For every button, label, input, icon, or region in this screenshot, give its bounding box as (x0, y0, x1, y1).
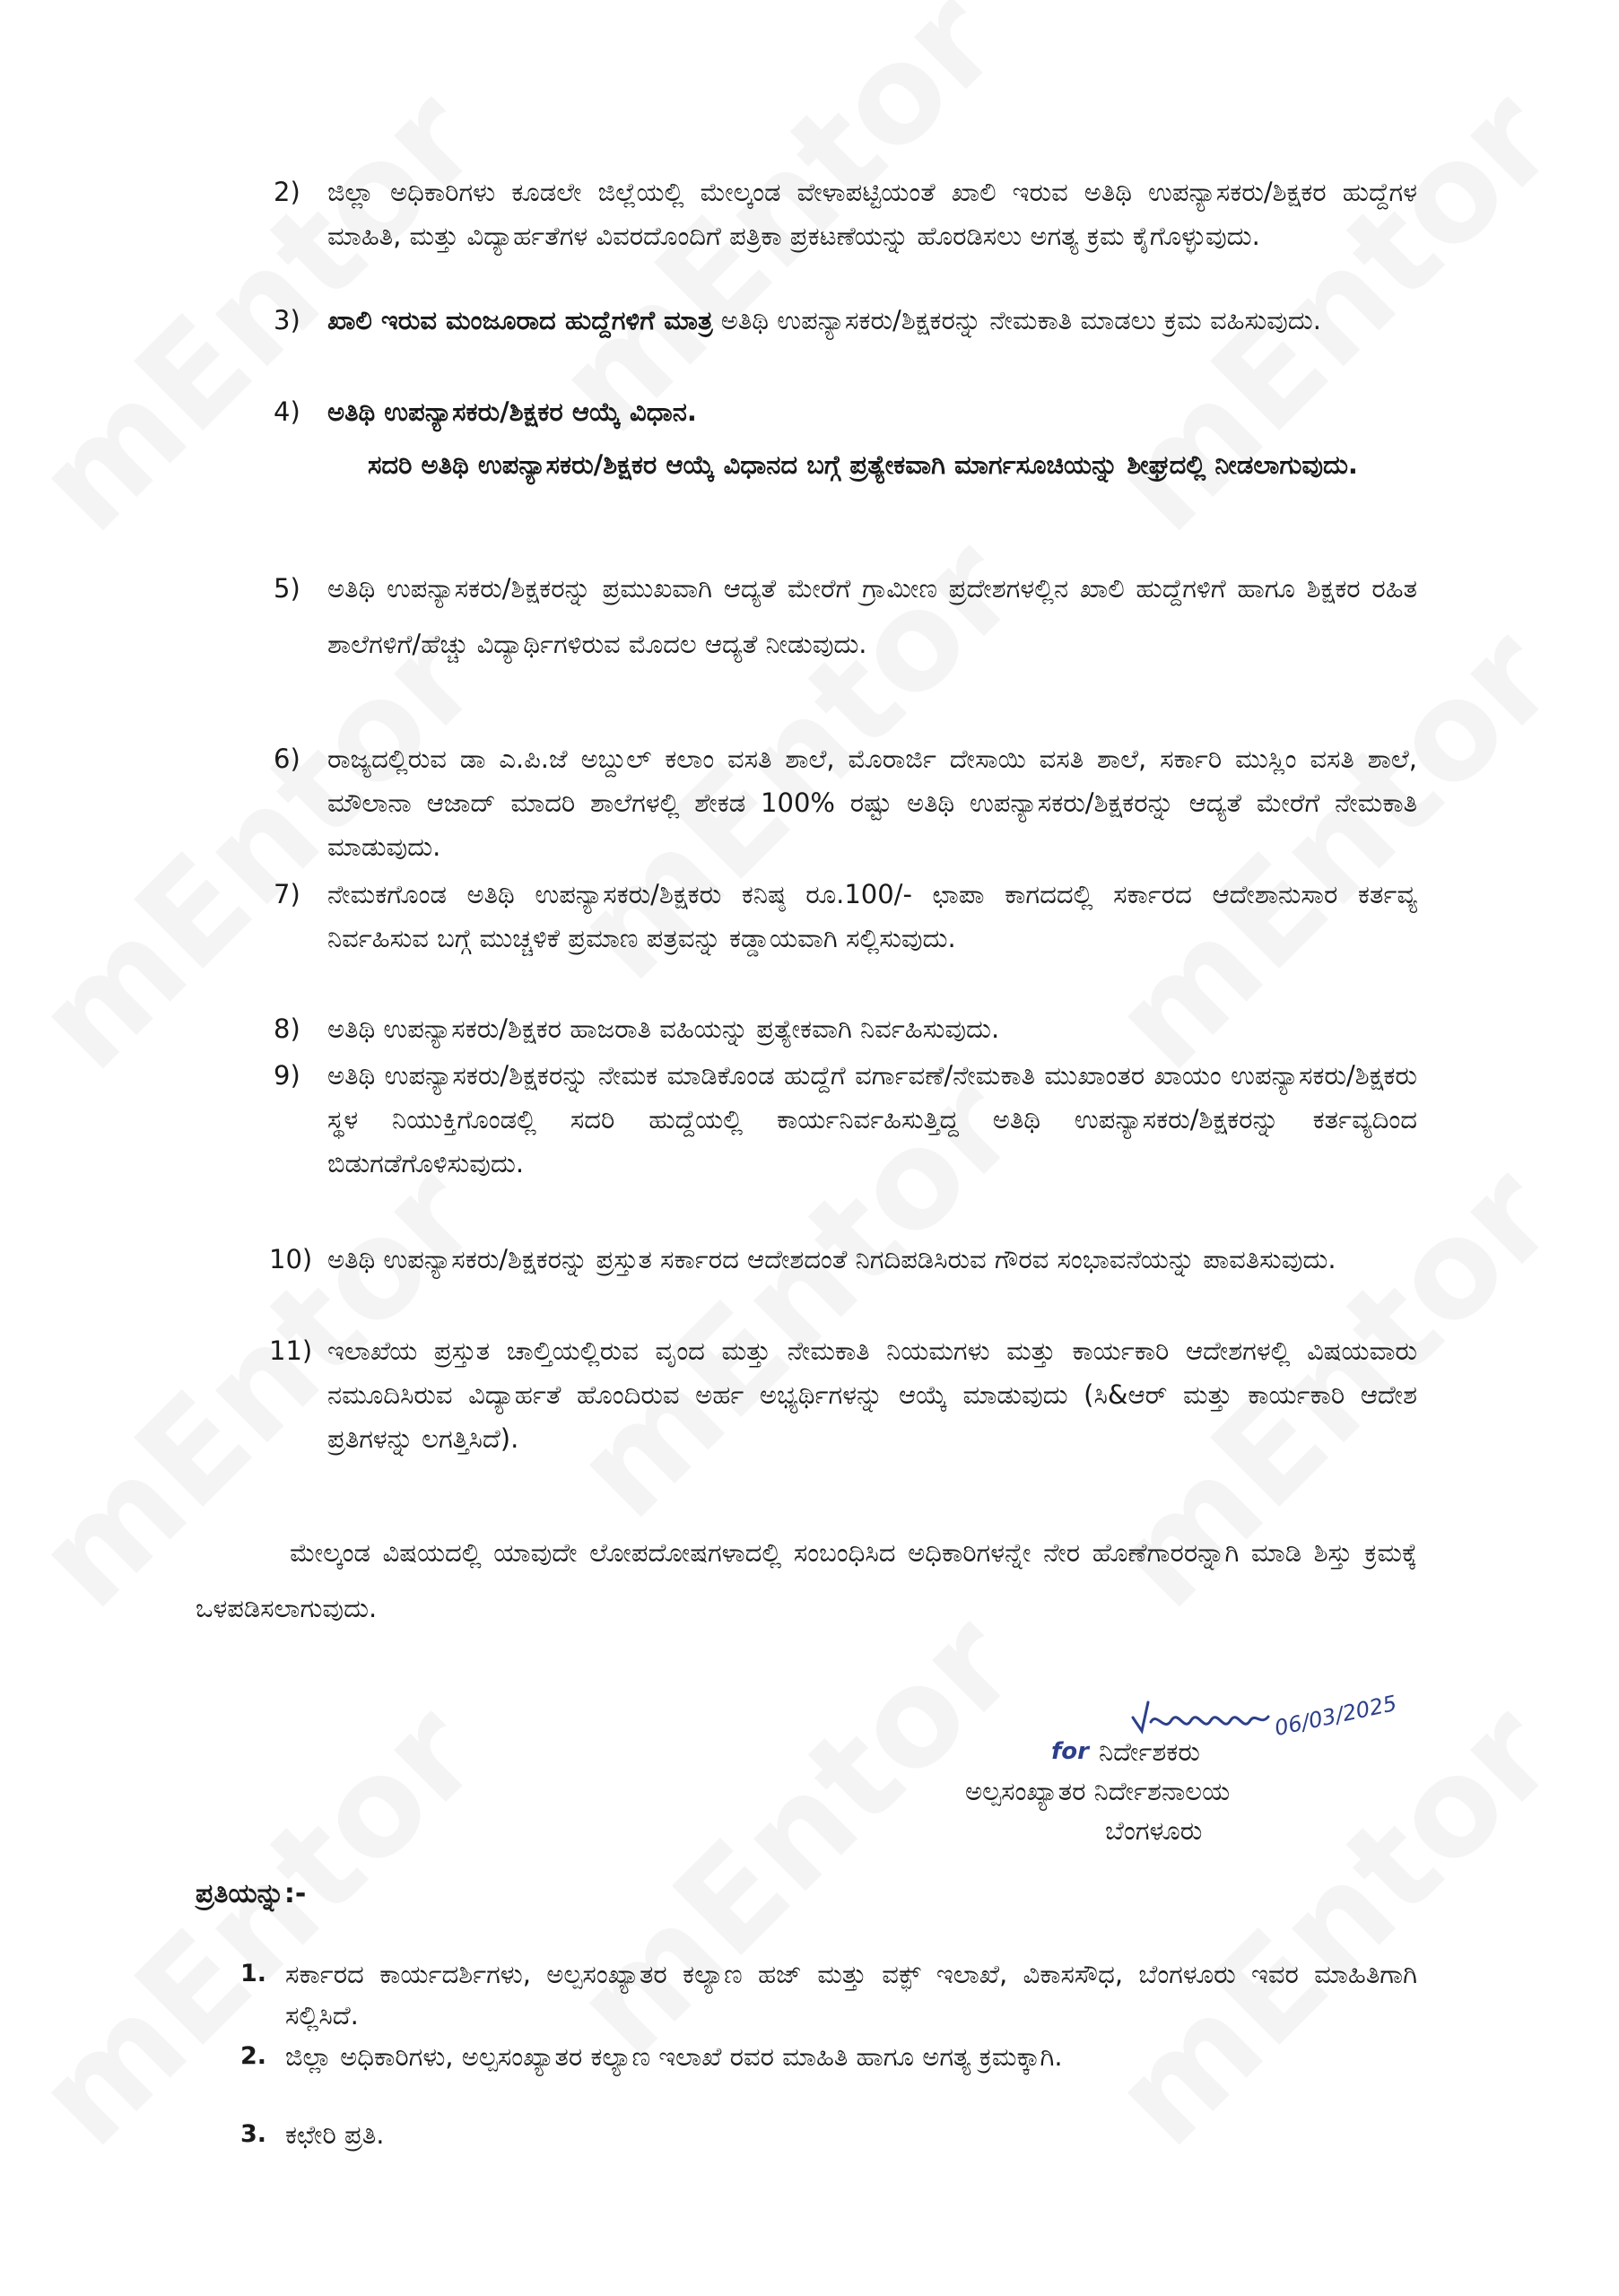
signatory-designation: ನಿರ್ದೇಶಕರು (1099, 1736, 1200, 1767)
item-heading: ಅತಿಥಿ ಉಪನ್ಯಾಸಕರು/ಶಿಕ್ಷಕರ ಆಯ್ಕೆ ವಿಧಾನ. (327, 396, 697, 427)
item-number: 7) (274, 879, 300, 909)
item-text: ಅತಿಥಿ ಉಪನ್ಯಾಸಕರು/ಶಿಕ್ಷಕರನ್ನು ಪ್ರಮುಖವಾಗಿ ಆದ್ಯತೆ ಮೇರೆಗೆ ಗ್ರಾಮೀಣ ಪ್ರದೇಶಗಳಲ್ಲಿನ ಖಾಲಿ ಹುದ್ದೆಗಳಿಗೆ ಹಾಗೂ ಶಿಕ್ಷಕರ ರಹಿತ ಶಾಲೆಗಳಿಗೆ/ಹೆಚ್ಚು ವಿದ್ಯಾರ್ಥಿಗಳಿರುವ ಮೊದಲ ಆದ್ಯತೆ ನೀಡುವುದು. (327, 573, 1417, 659)
signature-for-label: for (1051, 1738, 1089, 1765)
item-number: 9) (274, 1060, 300, 1091)
item-bold-text: ಖಾಲಿ ಇರುವ ಮಂಜೂರಾದ ಹುದ್ದೆಗಳಿಗೆ ಮಾತ್ರ (327, 305, 713, 335)
item-number: 10) (269, 1244, 313, 1274)
item-text: ಇಲಾಖೆಯ ಪ್ರಸ್ತುತ ಚಾಲ್ತಿಯಲ್ಲಿರುವ ವೃಂದ ಮತ್ತು ನೇಮಕಾತಿ ನಿಯಮಗಳು ಮತ್ತು ಕಾರ್ಯಕಾರಿ ಆದೇಶಗಳಲ್ಲಿ ವಿಷಯವಾರು ನಮೂದಿಸಿರುವ ವಿದ್ಯಾರ್ಹತೆ ಹೊಂದಿರುವ ಅರ್ಹ ಅಭ್ಯರ್ಥಿಗಳನ್ನು ಆಯ್ಕೆ ಮಾಡುವುದು (ಸಿ&ಆರ್ ಮತ್ತು ಕಾರ್ಯಕಾರಿ ಆದೇಶ ಪ್ರತಿಗಳನ್ನು ಲಗತ್ತಿಸಿದೆ). (327, 1335, 1417, 1454)
item-text: ಅತಿಥಿ ಉಪನ್ಯಾಸಕರು/ಶಿಕ್ಷಕರನ್ನು ನೇಮಕ ಮಾಡಿಕೊಂಡ ಹುದ್ದೆಗೆ ವರ್ಗಾವಣೆ/ನೇಮಕಾತಿ ಮುಖಾಂತರ ಖಾಯಂ ಉಪನ್ಯಾಸಕರು/ಶಿಕ್ಷಕರು ಸ್ಥಳ ನಿಯುಕ್ತಿಗೊಂಡಲ್ಲಿ ಸದರಿ ಹುದ್ದೆಯಲ್ಲಿ ಕಾರ್ಯನಿರ್ವಹಿಸುತ್ತಿದ್ದ ಅತಿಥಿ ಉಪನ್ಯಾಸಕರು/ಶಿಕ್ಷಕರನ್ನು ಕರ್ತವ್ಯದಿಂದ ಬಿಡುಗಡೆಗೊಳಿಸುವುದು. (327, 1060, 1417, 1178)
item-text: ಜಿಲ್ಲಾ ಅಧಿಕಾರಿಗಳು ಕೂಡಲೇ ಜಿಲ್ಲೆಯಲ್ಲಿ ಮೇಲ್ಕಂಡ ವೇಳಾಪಟ್ಟಿಯಂತೆ ಖಾಲಿ ಇರುವ ಅತಿಥಿ ಉಪನ್ಯಾಸಕರು/ಶಿಕ್ಷಕರ ಹುದ್ದೆಗಳ ಮಾಹಿತಿ, ಮತ್ತು ವಿದ್ಯಾರ್ಹತೆಗಳ ವಿವರದೊಂದಿಗೆ ಪತ್ರಿಕಾ ಪ್ರಕಟಣೆಯನ್ನು ಹೊರಡಿಸಲು ಅಗತ್ಯ ಕ್ರಮ ಕೈಗೊಳ್ಳುವುದು. (327, 177, 1417, 251)
signatory-office: ಅಲ್ಪಸಂಖ್ಯಾತರ ನಿರ್ದೇಶನಾಲಯ (965, 1776, 1231, 1806)
copies-heading: ಪ್ರತಿಯನ್ನು:- (196, 1878, 307, 1909)
item-number: 6) (274, 744, 300, 774)
item-text: ಅತಿಥಿ ಉಪನ್ಯಾಸಕರು/ಶಿಕ್ಷಕರ ಹಾಜರಾತಿ ವಹಿಯನ್ನು ಪ್ರತ್ಯೇಕವಾಗಿ ನಿರ್ವಹಿಸುವುದು. (327, 1013, 1000, 1044)
item-number: 8) (274, 1013, 300, 1044)
item-number: 3) (274, 305, 300, 335)
item-text: ಅತಿಥಿ ಉಪನ್ಯಾಸಕರು/ಶಿಕ್ಷಕರನ್ನು ಪ್ರಸ್ತುತ ಸರ್ಕಾರದ ಆದೇಶದಂತೆ ನಿಗದಿಪಡಿಸಿರುವ ಗೌರವ ಸಂಭಾವನೆಯನ್ನು ಪಾವತಿಸುವುದು. (327, 1244, 1336, 1274)
copy-number: 2. (240, 2042, 267, 2070)
item-rest-text: ಅತಿಥಿ ಉಪನ್ಯಾಸಕರು/ಶಿಕ್ಷಕರನ್ನು ನೇಮಕಾತಿ ಮಾಡಲು ಕ್ರಮ ವಹಿಸುವುದು. (712, 305, 1321, 335)
item-subtext: ಸದರಿ ಅತಿಥಿ ಉಪನ್ಯಾಸಕರು/ಶಿಕ್ಷಕರ ಆಯ್ಕೆ ವಿಧಾನದ ಬಗ್ಗೆ ಪ್ರತ್ಯೇಕವಾಗಿ ಮಾರ್ಗಸೂಚಿಯನ್ನು ಶೀಘ್ರದಲ್ಲಿ ನೀಡಲಾಗುವುದು. (368, 449, 1358, 480)
copy-text: ಜಿಲ್ಲಾ ಅಧಿಕಾರಿಗಳು, ಅಲ್ಪಸಂಖ್ಯಾತರ ಕಲ್ಯಾಣ ಇಲಾಖೆ ರವರ ಮಾಹಿತಿ ಹಾಗೂ ಅಗತ್ಯ ಕ್ರಮಕ್ಕಾಗಿ. (285, 2041, 1063, 2072)
item-text (327, 299, 1417, 343)
item-number: 4) (274, 396, 300, 427)
signature-date: 06/03/2025 (1272, 1690, 1399, 1742)
copy-number: 1. (240, 1960, 267, 1987)
item-number: 5) (274, 573, 300, 604)
copy-number: 3. (240, 2120, 267, 2148)
closing-paragraph: ಮೇಲ್ಕಂಡ ವಿಷಯದಲ್ಲಿ ಯಾವುದೇ ಲೋಪದೋಷಗಳಾದಲ್ಲಿ ಸಂಬಂಧಿಸಿದ ಅಧಿಕಾರಿಗಳನ್ನೇ ನೇರ ಹೊಣೆಗಾರರನ್ನಾಗಿ ಮಾಡಿ ಶಿಸ್ತು ಕ್ರಮಕ್ಕೆ ಒಳಪಡಿಸಲಾಗುವುದು. (196, 1537, 1417, 1623)
item-number: 11) (269, 1335, 313, 1366)
copy-text: ಕಛೇರಿ ಪ್ರತಿ. (285, 2119, 385, 2150)
item-text: ರಾಜ್ಯದಲ್ಲಿರುವ ಡಾ ಎ.ಪಿ.ಜೆ ಅಬ್ದುಲ್ ಕಲಾಂ ವಸತಿ ಶಾಲೆ, ಮೊರಾರ್ಜಿ ದೇಸಾಯಿ ವಸತಿ ಶಾಲೆ, ಸರ್ಕಾರಿ ಮುಸ್ಲಿಂ ವಸತಿ ಶಾಲೆ, ಮೌಲಾನಾ ಆಜಾದ್ ಮಾದರಿ ಶಾಲೆಗಳಲ್ಲಿ ಶೇಕಡ 100% ರಷ್ಟು ಅತಿಥಿ ಉಪನ್ಯಾಸಕರು/ಶಿಕ್ಷಕರನ್ನು ಆದ್ಯತೆ ಮೇರೆಗೆ ನೇಮಕಾತಿ ಮಾಡುವುದು. (327, 744, 1417, 862)
copy-text: ಸರ್ಕಾರದ ಕಾರ್ಯದರ್ಶಿಗಳು, ಅಲ್ಪಸಂಖ್ಯಾತರ ಕಲ್ಯಾಣ ಹಜ್ ಮತ್ತು ವಕ್ಫ್ ಇಲಾಖೆ, ವಿಕಾಸಸೌಧ, ಬೆಂಗಳೂರು ಇವರ ಮಾಹಿತಿಗಾಗಿ ಸಲ್ಲಿಸಿದೆ. (285, 1959, 1417, 2031)
watermark (7, 1675, 507, 2175)
item-text: ನೇಮಕಗೊಂಡ ಅತಿಥಿ ಉಪನ್ಯಾಸಕರು/ಶಿಕ್ಷಕರು ಕನಿಷ್ಠ ರೂ.100/- ಛಾಪಾ ಕಾಗದದಲ್ಲಿ ಸರ್ಕಾರದ ಆದೇಶಾನುಸಾರ ಕರ್ತವ್ಯ ನಿರ್ವಹಿಸುವ ಬಗ್ಗೆ ಮುಚ್ಚಳಿಕೆ ಪ್ರಮಾಣ ಪತ್ರವನ್ನು ಕಡ್ಡಾಯವಾಗಿ ಸಲ್ಲಿಸುವುದು. (327, 879, 1417, 953)
item-number: 2) (274, 177, 300, 207)
signatory-city: ಬೆಂಗಳೂರು (1105, 1815, 1203, 1846)
